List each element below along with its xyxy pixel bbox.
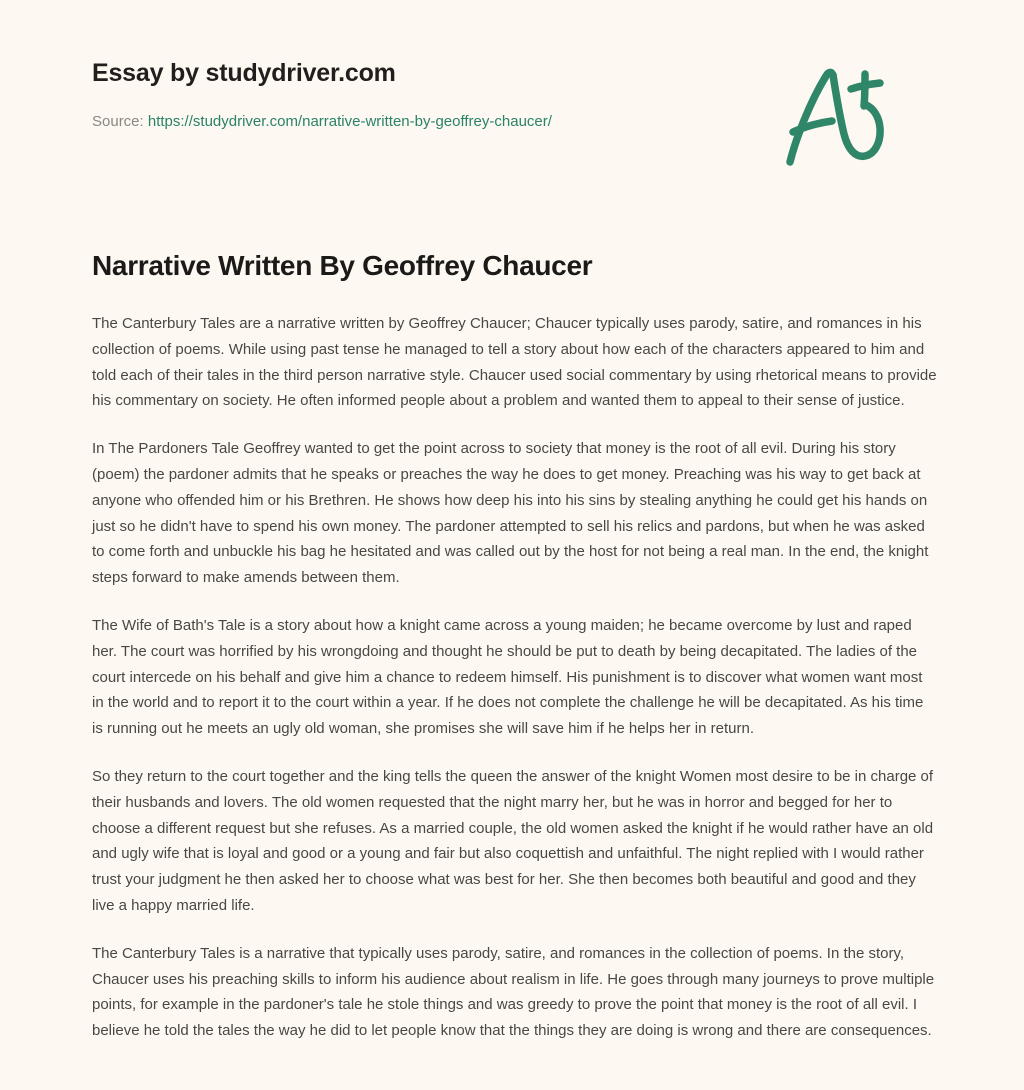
source-url-link[interactable]: https://studydriver.com/narrative-written-by-geoffrey-chaucer/ — [147, 113, 552, 130]
paragraph: The Wife of Bath's Tale is a story about how a knight came across a young maiden; he became overcome by lust and raped her. The court was horrified by his wrongdoing and thought he should be put to death by being decapitated. The ladies of the court intercede on his behalf and give him a chance to redeem himself. His punishment is to discover what women want most in the world and to report it to the court within a year. If he does not complete the challenge he will be decapitated. As his time is running out he meets an ugly old woman, she promises she will save him if he helps her in return. — [92, 616, 924, 738]
brand-title: Essay by studydriver.com — [92, 59, 396, 87]
page-header — [0, 0, 1024, 200]
paragraph: The Canterbury Tales are a narrative written by Geoffrey Chaucer; Chaucer typically uses parody, satire, and romances in his collection of poems. While using past tense he managed to tell a story about how each of the characters appeared to him and told each of their tales in the third person narrative style. Chaucer used social commentary by using rhetorical means to provide his commentary on society. He often informed people about a problem and wanted them to appeal to their sense of justice. — [92, 315, 937, 410]
page-title: Narrative Written By Geoffrey Chaucer — [92, 250, 593, 281]
paragraph: So they return to the court together and the king tells the queen the answer of the knight Women most desire to be in charge of their husbands and lovers. The old women requested that the night marry her, but he was in horror and begged for her to choose a different request but she refuses. As a married couple, the old women asked the knight if he would rather have an old and ugly wife that is loyal and good or a young and fair but also coquettish and unfaithful. The night replied with I would rather trust your judgment he then asked her to choose what was best for her. She then becomes both beautiful and good and they live a happy married life. — [92, 767, 934, 914]
source-label: Source: — [92, 113, 144, 130]
article — [92, 248, 937, 1044]
source-line — [92, 112, 552, 132]
a-plus-logo — [776, 60, 896, 170]
header-text-block — [92, 58, 552, 132]
paragraph: In The Pardoners Tale Geoffrey wanted to get the point across to society that money is the root of all evil. During his story (poem) the pardoner admits that he speaks or preaches the way he does to get money. Preaching was his way to get back at anyone who offended him or his Brethren. He shows how deep his into his sins by stealing anything he could get his hands on just so he didn't have to spend his own money. The pardoner attempted to sell his relics and pardons, but when he was asked to come forth and unbuckle his bag he hesitated and was called out by the host for not being a real man. In the end, the knight steps forward to make amends between them. — [92, 440, 929, 587]
paragraph: The Canterbury Tales is a narrative that typically uses parody, satire, and romances in the collection of poems. In the story, Chaucer uses his preaching skills to inform his audience about realism in life. He goes through many journeys to prove multiple points, for example in the pardoner's tale he stole things and was greedy to prove the point that money is the root of all evil. I believe he told the tales the way he did to let people know that the things they are doing is wrong and there are consequences. — [92, 944, 935, 1040]
article-body — [92, 311, 937, 1044]
